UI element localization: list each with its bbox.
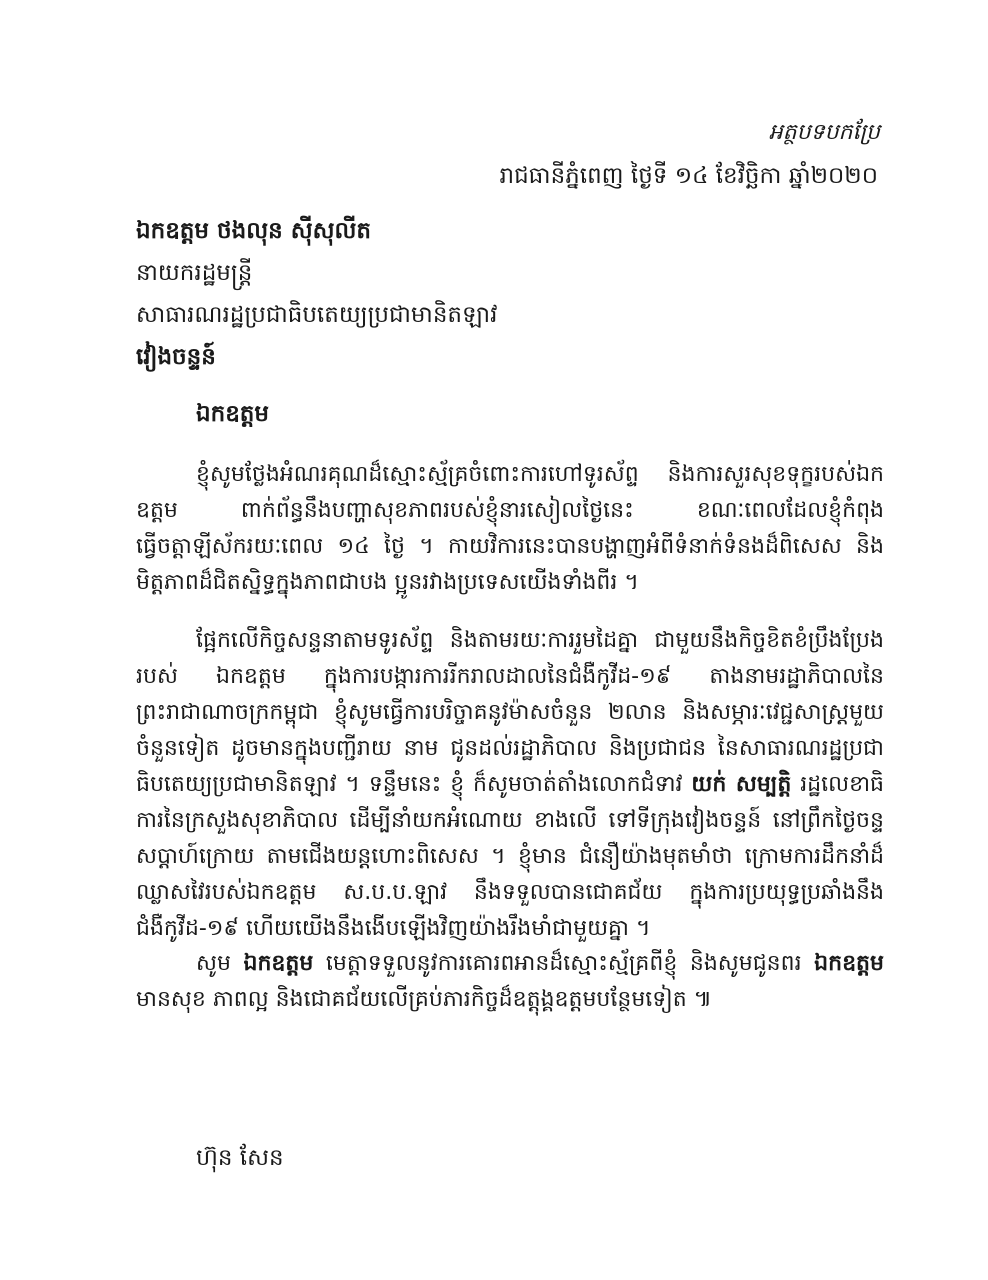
translation-note: អត្ថបទបកប្រែ <box>768 120 880 145</box>
paragraph-3 <box>136 946 884 1018</box>
recipient-country: សាធារណរដ្ឋប្រជាធិបតេយ្យប្រជាមានិតឡាវ <box>136 302 498 328</box>
paragraph-3-part-c: មេត្តាទទួលនូវការគោរពអានដ៏ស្មោះស្ម័គ្រពីខ្ញុំ និងសូមជូនពរ <box>325 951 802 976</box>
recipient-block <box>136 210 856 378</box>
paragraph-3-part-d: មានសុខ ភាពល្អ និងជោគជ័យលើគ្រប់ភារកិច្ចដ៏ឧត្តុង្គឧត្តមបន្ថែមទៀត ៕ <box>136 987 713 1012</box>
honorific-2: ឯកឧត្តម <box>814 951 884 976</box>
paragraph-3-text <box>136 946 884 1018</box>
recipient-name: ឯកឧត្តម ថងលុន ស៊ីសុលីត <box>136 218 372 244</box>
signature: ហ៊ុន សែន <box>196 1145 284 1171</box>
paragraph-2-part-b: រដ្ឋលេខាធិការនៃក្រសួងសុខាភិបាល ដើម្បីនាំយកអំណោយ ខាងលើ ទៅទីក្រុងវៀងចន្ទន៍ នៅព្រឹកថ្ងៃចន្ទសប្តាហ៍ក្រោយ តាមជើងយន្តហោះពិសេស ។ ខ្ញុំមាន ជំនឿយ៉ាងមុតមាំថា ក្រោមការដឹកនាំដ៏ឈ្លាសវៃរបស់ឯកឧត្តម ស.ប.ប.ឡាវ នឹងទទួលបានជោគជ័យ ក្នុងការប្រយុទ្ធប្រឆាំងនឹងជំងឺកូវីដ-១៩ ហើយយើងនឹងងើបឡើងវិញយ៉ាងរឹងមាំជាមួយគ្នា ។ <box>136 772 884 941</box>
paragraph-2-text <box>136 623 884 947</box>
date-line: រាជធានីភ្នំពេញ ថ្ងៃទី ១៤ ខែវិច្ឆិកា ឆ្នាំ២០២០ <box>499 163 878 189</box>
recipient-city: វៀងចន្ទន៍ <box>136 344 216 370</box>
delegate-name: យក់ សម្បត្តិ <box>691 772 792 797</box>
honorific-1: ឯកឧត្តម <box>243 951 314 976</box>
paragraph-1-text: ខ្ញុំសូមថ្លែងអំណរគុណដ៏ស្មោះស្ម័គ្រចំពោះការហៅទូរស័ព្ទ និងការសួរសុខទុក្ខរបស់ឯកឧត្តម ពាក់ព័ន្ធនឹងបញ្ហាសុខភាពរបស់ខ្ញុំនារសៀលថ្ងៃនេះ ខណៈពេលដែលខ្ញុំកំពុងធ្វើចត្តាឡីស័ករយៈពេល ១៤ ថ្ងៃ ។ កាយវិការនេះបានបង្ហាញអំពីទំនាក់ទំនងដ៏ពិសេស និងមិត្តភាពដ៏ជិតស្និទ្ធក្នុងភាពជាបង ប្អូនរវាងប្រទេសយើងទាំងពីរ ។ <box>136 462 884 595</box>
paragraph-3-part-a: សូម <box>196 951 231 976</box>
paragraph-2-part-a: ផ្អែកលើកិច្ចសន្ទនាតាមទូរស័ព្ទ និងតាមរយៈការរួមដៃគ្នា ជាមួយនឹងកិច្ចខិតខំប្រឹងប្រែងរបស់ ឯកឧត្តម ក្នុងការបង្ការការរីករាលដាលនៃជំងឺកូវីដ-១៩ តាងនាមរដ្ឋាភិបាលនៃព្រះរាជាណាចក្រកម្ពុជា ខ្ញុំសូមធ្វើការបរិច្ចាគនូវម៉ាសចំនួន ២លាន និងសម្ភារៈវេជ្ជសាស្ត្រមួយចំនួនទៀត ដូចមានក្នុងបញ្ជីរាយ នាម ជូនដល់រដ្ឋាភិបាល និងប្រជាជន នៃសាធារណរដ្ឋប្រជាធិបតេយ្យប្រជាមានិតឡាវ ។ ទន្ទឹមនេះ ខ្ញុំ ក៏សូមចាត់តាំងលោកជំទាវ <box>136 628 884 797</box>
recipient-title: នាយករដ្ឋមន្ត្រី <box>136 260 253 286</box>
salutation: ឯកឧត្តម <box>196 401 269 427</box>
paragraph-2 <box>136 623 884 947</box>
paragraph-1 <box>136 457 884 601</box>
